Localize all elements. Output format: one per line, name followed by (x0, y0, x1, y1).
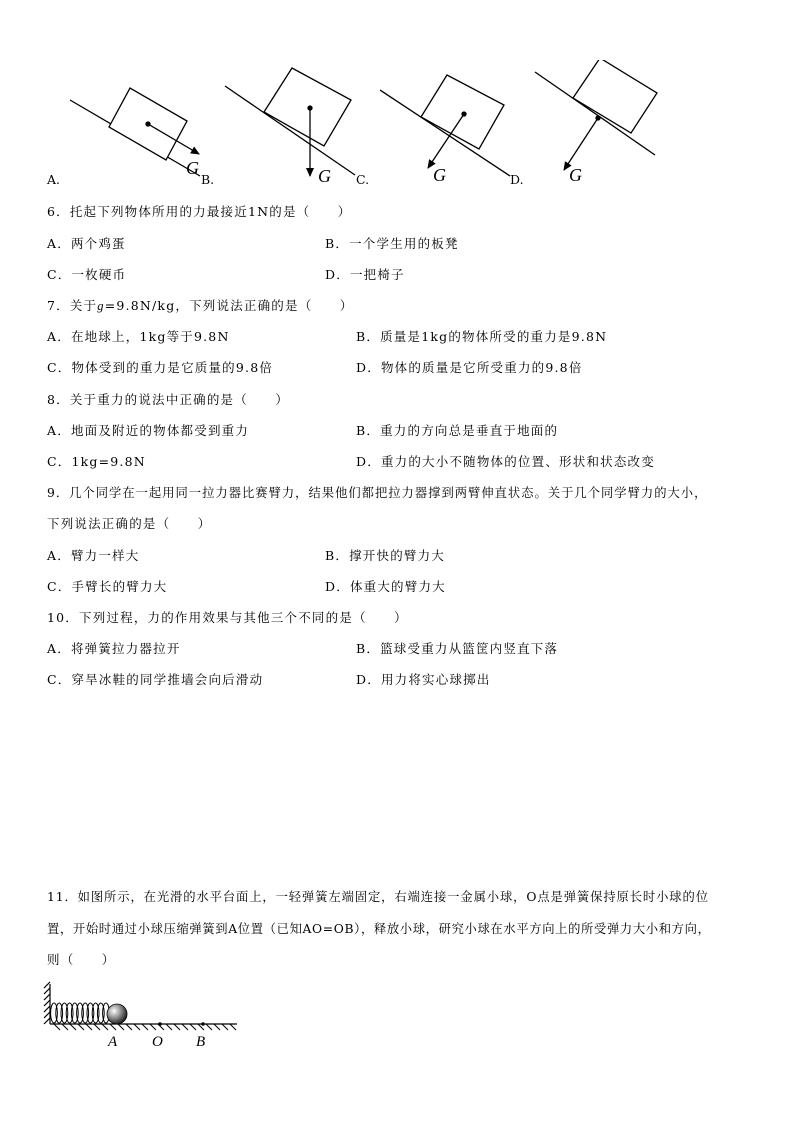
option-letter: C． (47, 579, 72, 594)
option-text: 1kg=9.8N (71, 454, 146, 469)
option-c[interactable] (47, 577, 167, 595)
option-letter: B． (356, 641, 381, 656)
option-text: 重力的大小不随物体的位置、形状和状态改变 (380, 454, 655, 469)
ground-hatch (54, 1024, 236, 1030)
option-letter: D． (356, 360, 381, 375)
figure-b (225, 68, 355, 176)
option-letter: D． (356, 454, 381, 469)
option-text: 在地球上，1kg等于9.8N (70, 329, 230, 344)
question-number: 8． (47, 392, 70, 407)
option-letter: C． (47, 454, 72, 469)
figure-d (535, 60, 657, 170)
question-text: 托起下列物体所用的力最接近1N的是（ ） (69, 204, 352, 219)
option-text: 物体受到的重力是它质量的9.8倍 (71, 360, 274, 375)
option-d[interactable] (356, 670, 491, 688)
question-number: 9． (47, 486, 70, 500)
option-letter: B． (356, 329, 381, 344)
option-c[interactable] (47, 452, 146, 470)
option-text: 地面及附近的物体都受到重力 (70, 423, 250, 438)
option-letter: A． (47, 548, 71, 563)
question-number: 11． (47, 890, 78, 904)
option-a[interactable] (47, 546, 139, 564)
question-text: 下列过程，力的作用效果与其他三个不同的是（ ） (79, 610, 408, 625)
option-a[interactable] (47, 234, 126, 252)
spring (51, 1003, 110, 1023)
question-9-stem-line2: 下列说法正确的是（ ） (47, 516, 212, 531)
question-number: 10． (47, 610, 80, 625)
question-7-stem (47, 296, 354, 314)
question-10-stem (47, 608, 408, 626)
question-11-line1 (47, 887, 709, 905)
option-text: 一把椅子 (349, 267, 405, 282)
option-text: 一枚硬币 (71, 267, 127, 282)
question-number: 6． (47, 204, 70, 219)
option-text: 一个学生用的板凳 (349, 236, 459, 251)
option-letter: B． (325, 236, 350, 251)
option-d[interactable] (356, 452, 655, 470)
option-b[interactable] (356, 639, 558, 657)
option-letter: A． (47, 423, 71, 438)
question-text-post: =9.8N/kg，下列说法正确的是（ ） (104, 298, 354, 313)
question-text: 如图所示，在光滑的水平台面上，一轻弹簧左端固定，右端连接一金属小球，O点是弹簧保持原长时小球的位 (77, 890, 709, 904)
option-text: 篮球受重力从篮筐内竖直下落 (380, 641, 559, 656)
option-b[interactable] (356, 327, 607, 345)
option-letter: B． (325, 548, 350, 563)
point-b-marker (201, 1022, 205, 1026)
option-b[interactable] (325, 546, 445, 564)
option-letter: D． (325, 267, 350, 282)
option-d[interactable] (356, 358, 583, 376)
option-letter: A． (47, 641, 71, 656)
force-label-c: G (433, 165, 446, 185)
option-a[interactable] (47, 421, 249, 439)
option-text: 手臂长的臂力大 (71, 579, 168, 594)
question-text: 几个同学在一起用同一拉力器比赛臂力，结果他们都把拉力器撑到两臂伸直状态。关于几个同学臂力的大小， (69, 486, 708, 500)
option-text: 撑开快的臂力大 (349, 548, 445, 563)
question-text: 关于重力的说法中正确的是（ ） (69, 392, 290, 407)
label-o: O (152, 1034, 163, 1050)
option-a[interactable] (47, 639, 181, 657)
label-b: B (196, 1034, 206, 1050)
option-b[interactable] (356, 421, 558, 439)
figure-label-b: B. (201, 172, 215, 187)
option-text: 质量是1kg的物体所受的重力是9.8N (380, 329, 608, 344)
option-b[interactable] (325, 234, 459, 252)
gravity-diagrams (0, 60, 794, 190)
option-a[interactable] (47, 327, 230, 345)
figure-c (380, 75, 510, 176)
question-11-line2: 置，开始时通过小球压缩弹簧到A位置（已知AO=OB），释放小球，研究小球在水平方向上的所受弹力大小和方向， (47, 922, 711, 936)
option-text: 臂力一样大 (70, 548, 140, 563)
option-letter: B． (356, 423, 381, 438)
question-6-stem (47, 202, 351, 220)
option-d[interactable] (325, 577, 446, 595)
label-a: A (108, 1034, 118, 1050)
option-letter: D． (325, 579, 350, 594)
question-11-line3: 则（ ） (47, 952, 116, 967)
metal-ball (107, 1004, 127, 1024)
option-letter: A． (47, 236, 71, 251)
question-8-stem (47, 390, 289, 408)
point-o-marker (158, 1022, 162, 1026)
question-number: 7． (47, 298, 70, 313)
option-text: 重力的方向总是垂直于地面的 (380, 423, 559, 438)
option-d[interactable] (325, 265, 405, 283)
force-label-b: G (318, 166, 331, 186)
option-text: 体重大的臂力大 (349, 579, 446, 594)
g-symbol: g (97, 299, 105, 313)
figure-label-a: A. (47, 172, 61, 187)
question-9-stem (47, 483, 707, 501)
option-letter: D． (356, 672, 381, 687)
option-text: 穿旱冰鞋的同学推墙会向后滑动 (71, 672, 264, 687)
option-text: 将弹簧拉力器拉开 (70, 641, 181, 656)
option-c[interactable] (47, 670, 263, 688)
figure-label-c: C. (356, 172, 370, 187)
force-label-a: G (186, 158, 199, 178)
figure-label-d: D. (510, 172, 524, 187)
option-letter: A． (47, 329, 71, 344)
option-letter: C． (47, 360, 72, 375)
option-letter: C． (47, 267, 72, 282)
force-label-d: G (569, 165, 582, 185)
option-letter: C． (47, 672, 72, 687)
option-c[interactable] (47, 265, 126, 283)
figure-a (70, 88, 200, 176)
question-text-pre: 关于 (69, 298, 98, 313)
option-text: 两个鸡蛋 (70, 236, 126, 251)
option-text: 用力将实心球掷出 (380, 672, 491, 687)
option-c[interactable] (47, 358, 273, 376)
spring-diagram (40, 980, 250, 1050)
option-text: 物体的质量是它所受重力的9.8倍 (380, 360, 583, 375)
